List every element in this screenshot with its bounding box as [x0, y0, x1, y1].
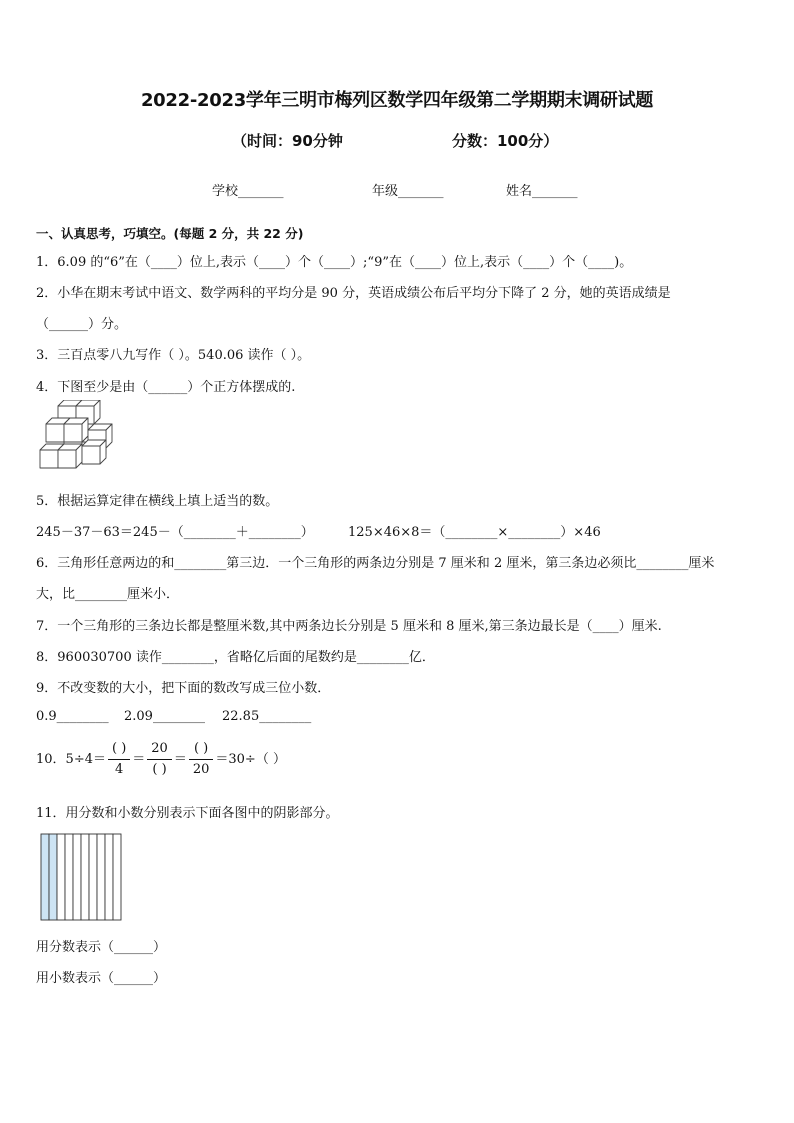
blank-strip: [57, 834, 65, 920]
question-11-decimal: 用小数表示（______）: [36, 971, 167, 986]
question-9: 9．不改变数的大小，把下面的数改写成三位小数．: [36, 681, 331, 696]
question-6-continued: 大，比________厘米小．: [36, 587, 180, 602]
section-heading: 一、认真思考，巧填空。(每题 2 分，共 22 分): [36, 226, 304, 241]
page-title: 2022-2023学年三明市梅列区数学四年级第二学期期末调研试题: [140, 90, 654, 111]
fraction-1-numerator: ( ): [108, 740, 130, 760]
question-6: 6．三角形任意两边的和________第三边．一个三角形的两条边分别是 7 厘米和 2 厘米，第三条边必须比________厘米: [36, 556, 715, 571]
question-5-equation-1: 245－37－63＝245－（________＋________）: [36, 525, 314, 540]
equals-sign: ＝: [173, 752, 187, 767]
exam-time: （时间：90分钟: [232, 132, 343, 150]
fraction-1-denominator: 4: [114, 762, 124, 777]
question-3: 3．三百点零八九写作（ ）。540.06 读作（ ）。: [36, 348, 311, 363]
question-9-item-3: 22.85________: [222, 709, 312, 724]
question-8: 8．960030700 读作________，省略亿后面的尾数约是________亿．: [36, 650, 435, 665]
question-4: 4．下图至少是由（______）个正方体摆成的.: [36, 380, 296, 395]
fraction-3-numerator: ( ): [189, 740, 214, 760]
school-field: 学校_______: [212, 184, 284, 199]
question-10: [36, 740, 286, 779]
question-5: 5．根据运算定律在横线上填上适当的数。: [36, 494, 279, 509]
fraction-2: [147, 740, 172, 779]
blank-strip: [105, 834, 113, 920]
shaded-strip-figure: [40, 833, 122, 921]
fraction-1: [108, 740, 130, 779]
blank-strip: [97, 834, 105, 920]
question-10-suffix: ＝30÷（ ）: [215, 752, 286, 767]
question-11-fraction: 用分数表示（______）: [36, 940, 167, 955]
blank-strip: [73, 834, 81, 920]
grade-field: 年级_______: [372, 184, 444, 199]
blank-strip: [65, 834, 73, 920]
question-9-item-2: 2.09________: [124, 709, 205, 724]
blank-strip: [89, 834, 97, 920]
blank-strip: [81, 834, 89, 920]
equals-sign: ＝: [132, 752, 146, 767]
fraction-2-denominator: ( ): [152, 762, 167, 777]
question-7: 7．一个三角形的三条边长都是整厘米数,其中两条边长分别是 5 厘米和 8 厘米,第三条边最长是（____）厘米.: [36, 619, 662, 634]
question-11: 11．用分数和小数分别表示下面各图中的阴影部分。: [36, 806, 339, 821]
blank-strip: [113, 834, 121, 920]
shaded-strip: [49, 834, 57, 920]
cube-stack-figure: [36, 400, 120, 476]
fraction-3: [189, 740, 214, 779]
fraction-3-denominator: 20: [192, 762, 210, 777]
exam-score: 分数：100分）: [452, 132, 559, 150]
question-2: 2．小华在期末考试中语文、数学两科的平均分是 90 分，英语成绩公布后平均分下降了 2 分，她的英语成绩是: [36, 286, 671, 301]
fraction-2-numerator: 20: [147, 740, 172, 760]
question-10-prefix: 10．5÷4＝: [36, 752, 106, 767]
question-9-item-1: 0.9________: [36, 709, 109, 724]
shaded-strip: [41, 834, 49, 920]
question-5-equation-2: 125×46×8＝（________×________）×46: [348, 525, 601, 540]
name-field: 姓名_______: [506, 184, 578, 199]
question-1: 1．6.09 的“6”在（____）位上,表示（____）个（____）;“9”在（____）位上,表示（____）个（____)。: [36, 255, 633, 270]
question-2-continued: （______）分。: [36, 317, 128, 332]
